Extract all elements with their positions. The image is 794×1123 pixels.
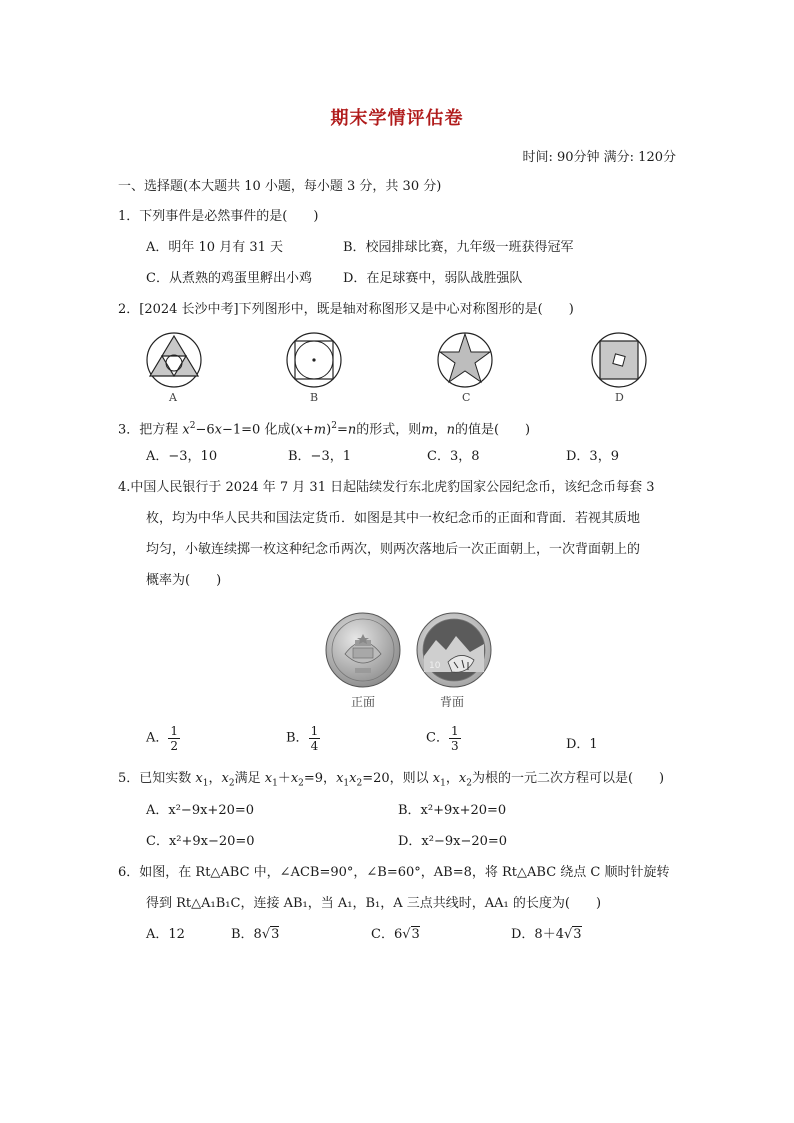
q2-label-c: C xyxy=(462,391,471,404)
q1-option-d: D．在足球赛中，弱队战胜强队 xyxy=(343,271,523,286)
q2-label-a: A xyxy=(169,391,177,404)
q1-option-b: B．校园排球比赛，九年级一班获得冠军 xyxy=(343,240,574,255)
q3-stem: 3．把方程 $x^2-6x-1=0$ 化成$(x+m)^2=n$的形式，则m，n的值是( ) xyxy=(118,421,531,438)
page-title: 期末学情评估卷 xyxy=(330,108,464,129)
coin-front-image xyxy=(325,612,401,688)
q4-line-2: 枚，均为中华人民共和国法定货币．如图是其中一枚纪念币的正面和背面．若视其质地 xyxy=(146,511,641,526)
coin-value: 10 xyxy=(429,661,441,671)
coin-back-image xyxy=(416,612,492,688)
q5-option-c: C．x²+9x−20=0 xyxy=(146,834,255,849)
q6-line-2: 得到 Rt△A₁B₁C，连接 AB₁，当 A₁，B₁，A 三点共线时，AA₁ 的长度为( ) xyxy=(146,896,602,911)
q3-option-d: D．3，9 xyxy=(566,449,619,464)
q2-stem: 2．[2024 长沙中考]下列图形中，既是轴对称图形又是中心对称图形的是( ) xyxy=(118,302,574,317)
coin-front-label: 正面 xyxy=(351,695,376,709)
q3-option-b: B．−3，1 xyxy=(288,449,351,464)
q4-line-1: 4.中国人民银行于 2024 年 7 月 31 日起陆续发行东北虎豹国家公园纪念币，该纪念币每套 3 xyxy=(118,480,655,495)
q4-line-3: 均匀，小敏连续掷一枚这种纪念币两次，则两次落地后一次正面朝上，一次背面朝上的 xyxy=(146,542,641,557)
q2-figure-c xyxy=(437,332,493,388)
q2-label-b: B xyxy=(310,391,319,404)
exam-meta: 时间: 90分钟 满分: 120分 xyxy=(522,150,676,165)
q5-option-d: D．x²−9x−20=0 xyxy=(398,834,508,849)
coin-back-label: 背面 xyxy=(440,695,465,709)
q6-option-d: D．8＋4√3 xyxy=(511,927,582,942)
q4-option-c: C． $\frac{1}{3}$ xyxy=(426,724,459,753)
q1-option-c: C．从煮熟的鸡蛋里孵出小鸡 xyxy=(146,271,312,286)
q6-option-a: A．12 xyxy=(146,927,185,942)
q2-label-d: D xyxy=(615,391,624,404)
q1-option-a: A．明年 10 月有 31 天 xyxy=(146,240,284,255)
q6-line-1: 6．如图，在 Rt△ABC 中，∠ACB=90°，∠B=60°，AB=8，将 Rt△ABC 绕点 C 顺时针旋转 xyxy=(118,865,670,880)
q6-option-b: B．8√3 xyxy=(231,927,280,942)
q4-line-4: 概率为( ) xyxy=(146,573,222,588)
q5-stem: 5．已知实数 $x_1$，$x_2$满足 $x_1+x_2=9$，$x_1x_2=20$，则以 $x_1$，$x_2$为根的一元二次方程可以是( ) xyxy=(118,771,665,789)
q3-option-a: A．−3，10 xyxy=(146,449,218,464)
q5-option-a: A．x²−9x+20=0 xyxy=(146,803,255,818)
q6-option-c: C．6√3 xyxy=(371,927,420,942)
section-heading: 一、选择题(本大题共 10 小题，每小题 3 分，共 30 分) xyxy=(118,179,442,194)
q1-stem: 1．下列事件是必然事件的是( ) xyxy=(118,209,319,224)
q2-figure-d xyxy=(591,332,647,388)
q3-option-c: C．3，8 xyxy=(427,449,480,464)
q5-option-b: B．x²+9x+20=0 xyxy=(398,803,507,818)
q2-figure-a xyxy=(146,332,202,388)
q4-option-b: B． $\frac{1}{4}$ xyxy=(286,724,319,753)
q4-option-a: A． $\frac{1}{2}$ xyxy=(146,724,179,753)
q4-option-d: D．1 xyxy=(566,737,598,752)
q2-figure-b xyxy=(286,332,342,388)
